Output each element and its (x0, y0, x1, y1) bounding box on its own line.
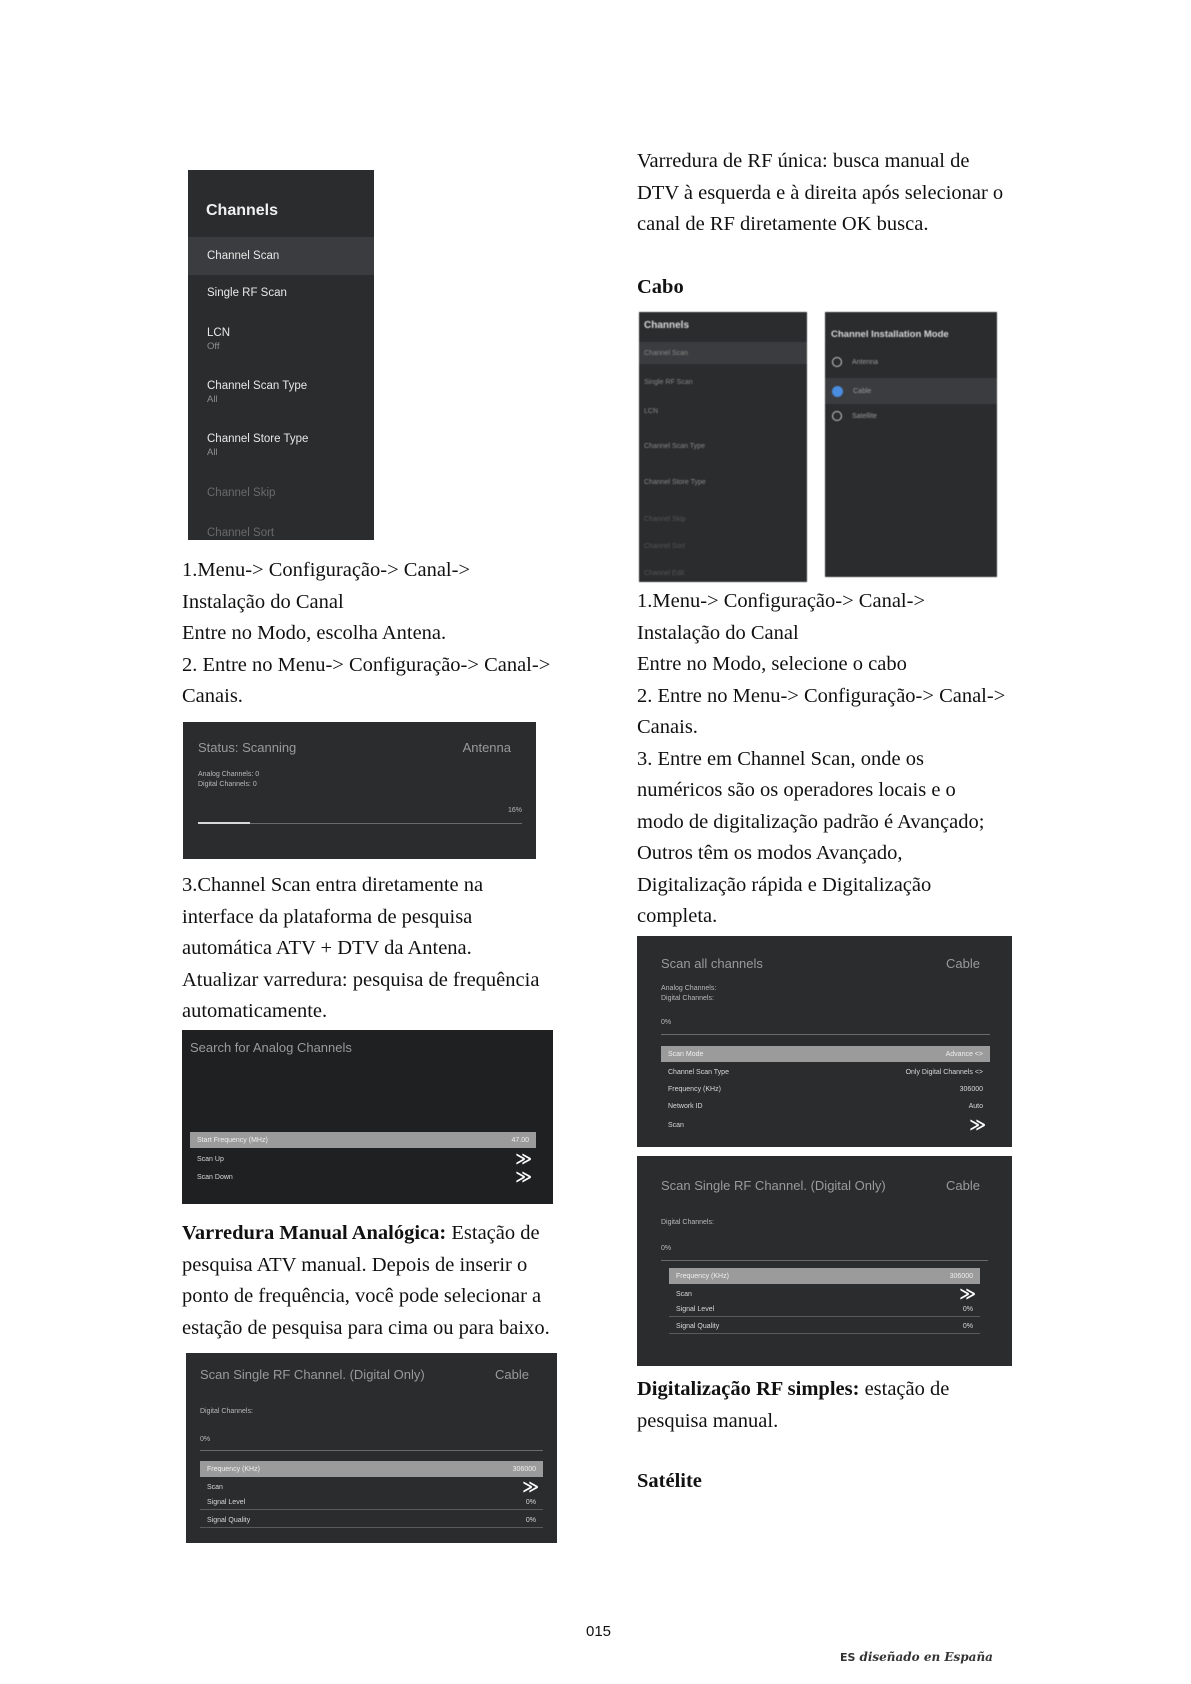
heading-cabo: Cabo (637, 276, 684, 298)
blurred-menu-item: Channel Store Type (644, 479, 706, 486)
heading-satelite: Satélite (637, 1470, 702, 1492)
digital-channels-count: Digital Channels: 0 (198, 781, 257, 788)
frequency-row[interactable]: Frequency (KHz) 306000 (668, 1085, 983, 1093)
right-instructions-cable: 1.Menu-> Configuração-> Canal-> Instalação do Canal Entre no Modo, selecione o cabo 2. Entre no Menu-> Configuração-> Canal-> Canais. 3. Entre em Channel Scan, onde os numéricos são os operadores locais e o modo de digitalização padrão é Avançado; Outros têm os modos Avançado, Digitalização rápida e Digitalização completa. (637, 590, 1006, 927)
chevron-right-icon: ≫ (515, 1151, 529, 1168)
start-frequency-row[interactable]: Start Frequency (MHz) 47.00 (190, 1132, 536, 1148)
cable-channels-menu-screenshot (639, 312, 807, 582)
rf-progress-track (200, 1450, 543, 1451)
analog-channels-count: Analog Channels: 0 (198, 771, 260, 778)
scan-all-analog: Analog Channels: (661, 985, 717, 992)
menu-item-single-rf-scan[interactable]: Single RF Scan (207, 287, 287, 299)
right-intro: Varredura de RF única: busca manual de DTV à esquerda e à direita após selecionar o canal de RF diretamente OK busca. (637, 150, 1004, 235)
rf-title: Scan Single RF Channel. (Digital Only) (200, 1367, 425, 1382)
option-antenna[interactable]: Antenna (825, 352, 997, 372)
brand-logo (840, 1650, 993, 1664)
blurred-menu-item: Channel Skip (644, 516, 686, 523)
rf-progress-track (661, 1260, 988, 1261)
menu-item-channel-scan-type[interactable]: Channel Scan Type All (207, 380, 308, 405)
analog-search-screenshot (182, 1030, 553, 1204)
blurred-menu-item: Channel Edit (644, 570, 685, 577)
option-cable[interactable]: Cable (825, 378, 997, 404)
rf-source: Cable (495, 1367, 529, 1382)
blurred-menu-item: Channel Sort (644, 543, 685, 550)
blurred-menu-item: Channel Scan Type (644, 443, 705, 450)
status-source: Antenna (462, 740, 511, 755)
analog-manual-scan-description: Varredura Manual Analógica: Estação de pesquisa ATV manual. Depois de inserir o ponto de frequência, você pode selecionar a estação de pesquisa para cima ou para baixo. (182, 1222, 550, 1339)
menu-item-channel-store-type[interactable]: Channel Store Type All (207, 433, 309, 458)
menu-item-channel-scan[interactable]: Channel Scan (188, 237, 374, 275)
scan-down-row[interactable]: Scan Down ≫ (197, 1169, 529, 1186)
chevron-right-icon: ≫ (969, 1117, 983, 1134)
blurred-menu-item: Channel Scan (644, 350, 688, 357)
channel-scan-type-row[interactable]: Channel Scan Type Only Digital Channels <> (668, 1068, 983, 1076)
scan-mode-row[interactable]: Scan Mode Advance <> (661, 1046, 990, 1062)
rf-percent: 0% (200, 1436, 211, 1443)
installation-mode-title: Channel Installation Mode (831, 329, 949, 340)
scan-all-progress-track (661, 1034, 990, 1035)
blurred-menu-title: Channels (644, 320, 690, 331)
channels-menu-screenshot (188, 170, 374, 540)
single-rf-description: Digitalização RF simples: estação de pesquisa manual. (637, 1378, 950, 1432)
scan-up-row[interactable]: Scan Up ≫ (197, 1151, 529, 1168)
rf-digital-channels: Digital Channels: (200, 1408, 253, 1415)
option-satellite[interactable]: Satellite (825, 406, 997, 426)
installation-mode-screenshot (825, 312, 997, 577)
rf-scan-row[interactable]: Scan ≫ (676, 1286, 973, 1303)
chevron-right-icon: ≫ (959, 1286, 973, 1303)
left-single-rf-screenshot (186, 1353, 557, 1543)
right-single-rf-screenshot (637, 1156, 1012, 1366)
scan-all-source: Cable (946, 956, 980, 971)
rf-frequency-row[interactable]: Frequency (KHz) 306000 (669, 1268, 980, 1284)
radio-checked-icon (832, 386, 843, 397)
rf-scan-row[interactable]: Scan ≫ (207, 1479, 536, 1496)
rf-signal-quality-row: Signal Quality 0% (200, 1514, 543, 1528)
rf-signal-level-row: Signal Level 0% (669, 1303, 980, 1317)
scan-all-channels-screenshot (637, 936, 1012, 1147)
scan-all-percent: 0% (661, 1019, 672, 1026)
rf-source: Cable (946, 1178, 980, 1193)
left-instructions-antenna: 1.Menu-> Configuração-> Canal-> Instalação do Canal Entre no Modo, escolha Antena. 2. Entre no Menu-> Configuração-> Canal-> Canais. (182, 559, 551, 707)
menu-item-channel-skip: Channel Skip (207, 487, 276, 499)
brand-text: diseñado en España (859, 1650, 993, 1664)
radio-unchecked-icon (832, 357, 842, 367)
menu-item-lcn[interactable]: LCN Off (207, 327, 231, 352)
network-id-row[interactable]: Network ID Auto (668, 1102, 983, 1110)
radio-unchecked-icon (832, 411, 842, 421)
chevron-right-icon: ≫ (522, 1479, 536, 1496)
scan-all-title: Scan all channels (661, 956, 763, 971)
rf-frequency-row[interactable]: Frequency (KHz) 306000 (200, 1461, 543, 1477)
blurred-menu-item: Single RF Scan (644, 379, 693, 386)
page-number: 015 (586, 1623, 612, 1640)
rf-signal-quality-row: Signal Quality 0% (669, 1320, 980, 1334)
blurred-menu-item: LCN (644, 408, 659, 415)
rf-title: Scan Single RF Channel. (Digital Only) (661, 1178, 886, 1193)
rf-percent: 0% (661, 1245, 672, 1252)
scan-percent: 16% (507, 807, 522, 814)
rf-digital-channels: Digital Channels: (661, 1219, 714, 1226)
chevron-right-icon: ≫ (515, 1169, 529, 1186)
scan-all-digital: Digital Channels: (661, 995, 714, 1002)
analog-search-title: Search for Analog Channels (190, 1040, 352, 1055)
status-scanning-screenshot (183, 722, 536, 859)
channels-menu-title: Channels (206, 202, 279, 219)
progress-fill (198, 822, 250, 824)
rf-signal-level-row: Signal Level 0% (200, 1496, 543, 1510)
brand-logo-icon: ES (840, 1650, 856, 1664)
scan-row[interactable]: Scan ≫ (668, 1117, 983, 1134)
menu-item-channel-sort: Channel Sort (207, 527, 275, 539)
left-channel-scan-description: 3.Channel Scan entra diretamente na interface da plataforma de pesquisa automática ATV + DTV da Antena. Atualizar varredura: pesquisa de frequência automaticamente. (182, 874, 540, 1022)
status-title: Status: Scanning (198, 740, 297, 755)
